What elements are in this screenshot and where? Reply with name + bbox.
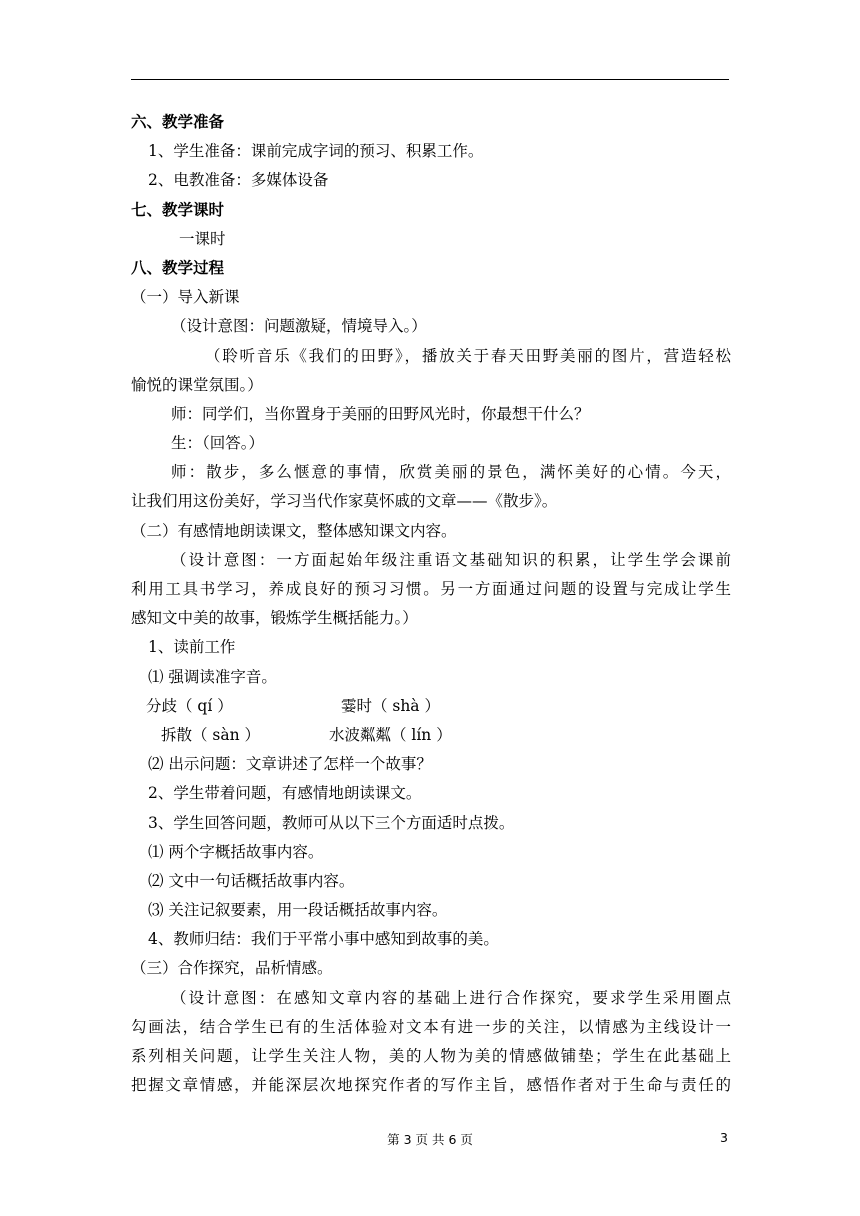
subsection-heading: （三）合作探究，品析情感。	[131, 959, 333, 978]
pinyin-item: 水波粼粼（ lín ）	[328, 725, 452, 744]
paragraph-line: 4、教师归结：我们于平常小事中感知到故事的美。	[148, 930, 499, 949]
paragraph-line: 系列相关问题，让学生关注人物，美的人物为美的情感做铺垫；学生在此基础上	[131, 1047, 731, 1065]
subsection-heading: （二）有感情地朗读课文，整体感知课文内容。	[131, 521, 457, 540]
paragraph-line: （设计意图：一方面起始年级注重语文基础知识的积累，让学生学会课前	[171, 550, 731, 569]
paragraph-line: （设计意图：在感知文章内容的基础上进行合作探究，要求学生采用圈点	[171, 988, 731, 1007]
paragraph-line: 生：（回答。）	[171, 434, 265, 453]
page-number: 3	[720, 1130, 728, 1145]
paragraph-line: 2、学生带着问题，有感情地朗读课文。	[148, 784, 422, 803]
paragraph-line: 3、学生回答问题，教师可从以下三个方面适时点拨。	[148, 813, 515, 832]
paragraph-line: 1、学生准备：课前完成字词的预习、积累工作。	[148, 142, 484, 161]
paragraph-line: 利用工具书学习，养成良好的预习习惯。另一方面通过问题的设置与完成让学生	[131, 580, 731, 598]
pinyin-item: 分歧（ qí ）	[146, 696, 233, 715]
paragraph-line: （聆听音乐《我们的田野》，播放关于春天田野美丽的图片，营造轻松	[205, 346, 731, 365]
page-footer: 第 3 页 共 6 页	[387, 1132, 473, 1147]
document-body	[131, 108, 731, 1100]
paragraph-line: 让我们用这份美好，学习当代作家莫怀戚的文章——《散步》。	[131, 492, 558, 511]
pinyin-item: 霎时（ shà ）	[340, 696, 440, 715]
list-item: ⑴ 两个字概括故事内容。	[148, 842, 324, 861]
paragraph-line: 感知文中美的故事，锻炼学生概括能力。）	[131, 609, 418, 628]
pinyin-item: 拆散（ sàn ）	[161, 725, 261, 744]
pinyin-row	[131, 721, 731, 750]
section-heading: 八、教学过程	[131, 258, 225, 277]
list-item: ⑶ 关注记叙要素，用一段话概括故事内容。	[148, 901, 448, 920]
header-rule	[131, 79, 729, 80]
paragraph-line: 愉悦的课堂氛围。）	[131, 375, 263, 394]
subsection-heading: （一）导入新课	[131, 288, 240, 307]
section-heading: 六、教学准备	[131, 113, 225, 131]
list-item: ⑵ 文中一句话概括故事内容。	[148, 871, 355, 890]
paragraph-line: 把握文章情感，并能深层次地探究作者的写作主旨，感悟作者对于生命与责任的	[131, 1076, 731, 1095]
paragraph-line: 2、电教准备：多媒体设备	[148, 171, 329, 190]
pinyin-row	[131, 692, 731, 721]
paragraph-line: 1、读前工作	[148, 638, 236, 657]
section-heading: 七、教学课时	[131, 200, 225, 219]
paragraph-line: 师：散步，多么惬意的事情，欣赏美丽的景色，满怀美好的心情。今天，	[171, 463, 731, 482]
paragraph-line: 勾画法，结合学生已有的生活体验对文本有进一步的关注，以情感为主线设计一	[131, 1017, 731, 1036]
list-item: ⑴ 强调读准字音。	[148, 667, 277, 686]
paragraph-line: 一课时	[179, 229, 226, 248]
paragraph-line: 师：同学们，当你置身于美丽的田野风光时，你最想干什么？	[171, 404, 590, 423]
list-item: ⑵ 出示问题：文章讲述了怎样一个故事？	[148, 755, 432, 774]
paragraph-line: （设计意图：问题激疑，情境导入。）	[171, 317, 427, 336]
